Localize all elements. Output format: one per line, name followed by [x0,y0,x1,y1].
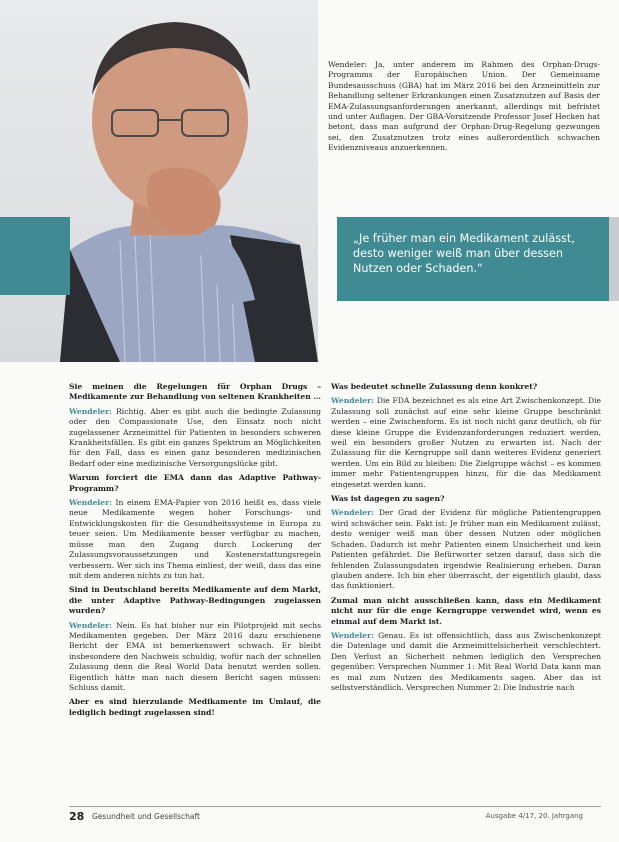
pull-quote: „Je früher man ein Medikament zulässt, desto weniger weiß man über dessen Nutzen oder Schaden.“ [353,232,575,275]
intro-column [328,60,600,158]
page-number: 28 [69,810,85,823]
speaker-label: Wendeler: [69,406,112,416]
section-name: Gesundheit und Gesellschaft [92,812,200,821]
interview-question: Sie meinen die Regelungen für Orphan Drugs – Medikamente zur Behandlung von seltenen Krankheiten … [69,382,321,402]
answer-text: Der Grad der Evidenz für mögliche Patientengruppen wird schwächer sein. Fakt ist: Je früher man ein Medikament zulässt, desto weniger weiß man über dessen Nutzen oder möglichen Schaden. Dadurch ist mehr Patienten einem Unsicherheit und kein Patienten gefährdet. Die Befürworter setzen darauf, dass sich die fehlenden Zulassungsdaten irgendwie Realisierung erheben. Daran glauben andere. Ich bin eher überrascht, der eigentlich glaubt, dass das funktioniert. [331,508,601,591]
interview-question: Warum forciert die EMA dann das Adaptive Pathway-Programm? [69,473,321,493]
page-edge-shadow [609,217,619,301]
answer-text: Nein. Es hat bisher nur ein Pilotprojekt mit sechs Medikamenten gegeben. Der März 2016 dazu erschienene Bericht der EMA ist bemerkenswert schwach. Er bleibt insbesondere den Nachweis schuldig, wofür nach der schnellen Zulassung denn die Real World Data benutzt werden sollen. Eigentlich hätte man nach diesem Bericht sagen müssen: Schluss damit. [69,620,321,692]
speaker-label: Wendeler: [69,620,112,630]
footer-rule [69,806,601,807]
interview-question: Was ist dagegen zu sagen? [331,494,445,504]
answer-text: Genau. Es ist offensichtlich, dass aus Zwischenkonzept die Datenlage und damit die Arzneimittelsicherheit verschlechtert. Den Verlust an Sicherheit nehmen lediglich den Versprechen gegenüber: Versprechen Nummer 1: Mit Real World Data kann man es mal zum Nutzen des Medikaments sagen. Aber das ist selbstverständlich. Versprechen Nummer 2: Die Industrie nach [331,630,601,692]
portrait-illustration [0,0,318,362]
pull-quote-box [337,217,609,301]
interview-answer [331,396,601,490]
left-column [69,382,321,722]
page-footer [0,810,619,830]
interview-answer [331,631,601,693]
speaker-label: Wendeler: [331,630,374,640]
portrait-photo [0,0,318,362]
answer-text: Richtig. Aber es gibt auch die bedingte Zulassung oder den Compassionate Use, den Einsatz noch nicht zugelassener Arzneimittel für Patienten in besonders schweren Krankheitsfällen. Es gibt ein ganzes Spektrum an Möglichkeiten für den Fall, dass es einen ganz besonderen medizinischen Bedarf oder eine medizinische Versorgungslücke gibt. [69,406,321,468]
interview-question: Aber es sind hierzulande Medikamente im Umlauf, die lediglich bedingt zugelassen sind! [69,697,321,717]
interview-question: Was bedeutet schnelle Zulassung denn konkret? [331,382,538,391]
speaker-label: Wendeler: [331,396,374,406]
interview-question: Zumal man nicht ausschließen kann, dass ein Medikament nicht nur für die enge Kerngruppe verwendet wird, wenn es einmal auf dem Markt ist. [331,595,601,626]
answer-text: Die FDA bezeichnet es als eine Art Zwischenkonzept. Die Zulassung soll zunächst auf eine sehr kleine Gruppe beschränkt werden – eine Zwischenform. Es ist noch nicht ganz deutlich, ob für diese kleine Gruppe die Evidenzanforderungen reduziert werden, weil ein besonders großer Nutzen zu erwarten ist. Nach der Zulassung für die Kerngruppe soll dann weiteres Evidenz generiert werden. Um ein Bild zu bleiben: Die Zielgruppe wächst – es kommen immer mehr Patientengruppen hinzu, für die das Medikament eingesetzt werden kann. [331,396,601,489]
interview-answer [69,498,321,581]
interview-question: Sind in Deutschland bereits Medikamente auf dem Markt, die unter Adaptive Pathway-Bedingungen zugelassen wurden? [69,585,321,616]
issue-info: Ausgabe 4/17, 20. Jahrgang [485,812,583,820]
interview-answer [69,407,321,469]
speaker-label: Wendeler: [331,508,374,518]
speaker-label: Wendeler: [69,498,112,508]
right-column [331,382,601,697]
interview-answer [69,621,321,694]
teal-accent-band [0,217,70,295]
interview-answer [331,508,601,591]
intro-paragraph: Wendeler: Ja, unter anderem im Rahmen des Orphan-Drugs-Programms der Europäischen Union. Der Gemeinsame Bundesausschuss (GBA) hat im März 2016 bei den Arzneimitteln zur Behandlung seltener Erkrankungen einen Zusatznutzen auf Basis der EMA-Zulassungsanforderungen anerkannt, allerdings mit befristet und unter Auflagen. Der GBA-Vorsitzende Professor Josef Hecken hat betont, dass man aufgrund der Orphan-Drug-Regelung gezwungen sei, den Zusatznutzen trotz eines außerordentlich schwachen Evidenzniveaus anzuerkennen. [328,60,600,153]
answer-text: In einem EMA-Papier von 2016 heißt es, dass viele neue Medikamente wegen hoher Forschungs- und Entwicklungskosten für die Gesundheitssysteme in Europa zu teuer seien. Um Medikamente besser verfügbar zu machen, müsse man den Zugang durch Lockerung der Zulassungsvoraussetzungen und Kostenerstattungsregeln verbessern. Wer sich ins Thema einliest, der weiß, dass das eine mit dem anderen nichts zu tun hat. [69,498,321,580]
